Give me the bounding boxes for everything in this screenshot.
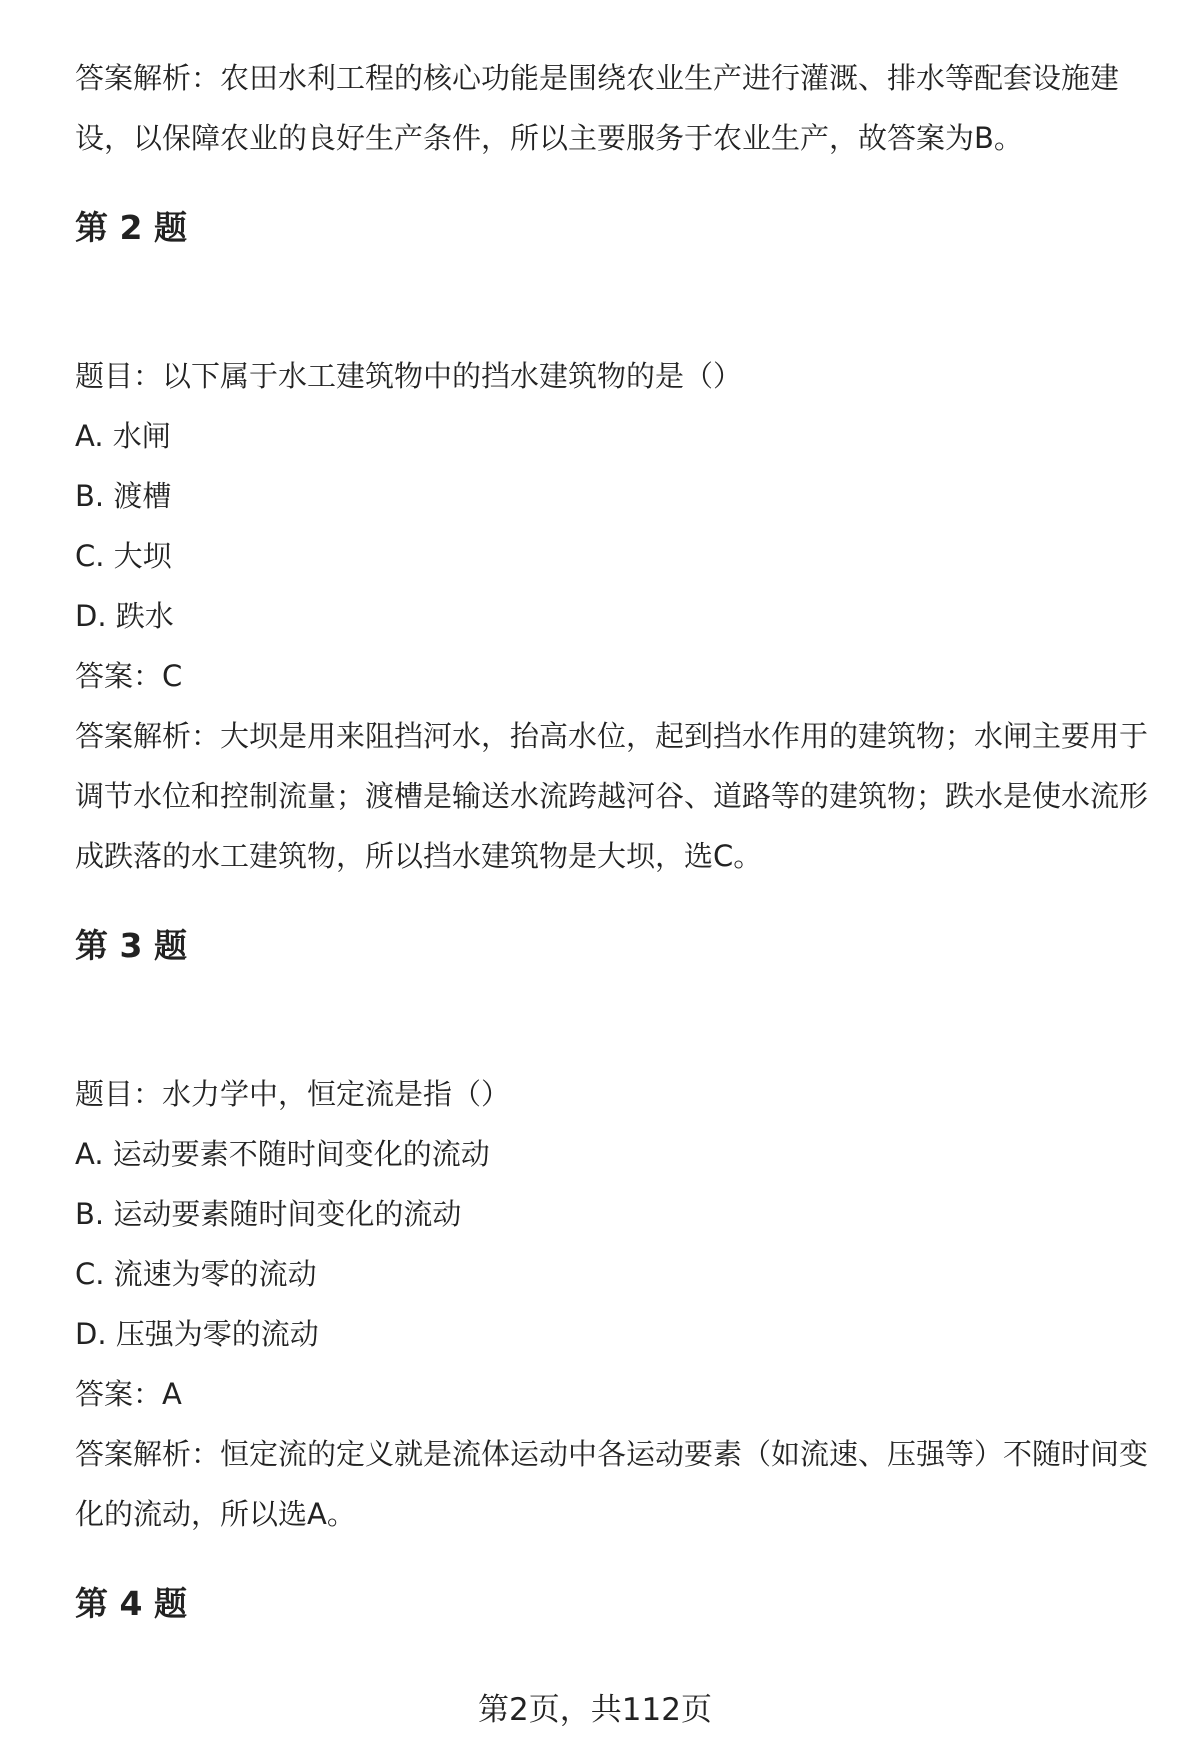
q3-option-a: A. 运动要素不随时间变化的流动 [75,1137,490,1171]
q2-option-c: C. 大坝 [75,539,172,573]
q2-option-b: B. 渡槽 [75,479,172,513]
spacer [75,258,1170,346]
q2-heading: 第 2 题 [75,208,187,247]
q3-answer: 答案：A [75,1377,182,1411]
q3-heading: 第 3 题 [75,926,187,965]
spacer [75,168,1170,198]
q2-analysis: 答案解析：大坝是用来阻挡河水，抬高水位，起到挡水作用的建筑物；水闸主要用于调节水位和控制流量；渡槽是输送水流跨越河谷、道路等的建筑物；跌水是使水流形成跌落的水工建筑物，所以挡水建筑物是大坝，选C。 [75,719,1149,873]
q3-option-c: C. 流速为零的流动 [75,1257,317,1291]
q2-question: 题目：以下属于水工建筑物中的挡水建筑物的是（） [75,359,743,393]
q2-answer: 答案：C [75,659,183,693]
q3-option-b: B. 运动要素随时间变化的流动 [75,1197,462,1231]
q2-option-d: D. 跌水 [75,599,174,633]
spacer [75,1544,1170,1574]
q3-analysis: 答案解析：恒定流的定义就是流体运动中各运动要素（如流速、压强等）不随时间变化的流动，所以选A。 [75,1437,1149,1531]
q3-question: 题目：水力学中，恒定流是指（） [75,1077,511,1111]
document-page [75,48,1170,1634]
q3-option-d: D. 压强为零的流动 [75,1317,319,1351]
spacer [75,886,1170,916]
q1-analysis: 答案解析：农田水利工程的核心功能是围绕农业生产进行灌溉、排水等配套设施建设，以保障农业的良好生产条件，所以主要服务于农业生产，故答案为B。 [75,61,1120,155]
q2-option-a: A. 水闸 [75,419,171,453]
q4-heading: 第 4 题 [75,1584,187,1623]
page-number-footer: 第2页，共112页 [478,1692,712,1728]
spacer [75,976,1170,1064]
